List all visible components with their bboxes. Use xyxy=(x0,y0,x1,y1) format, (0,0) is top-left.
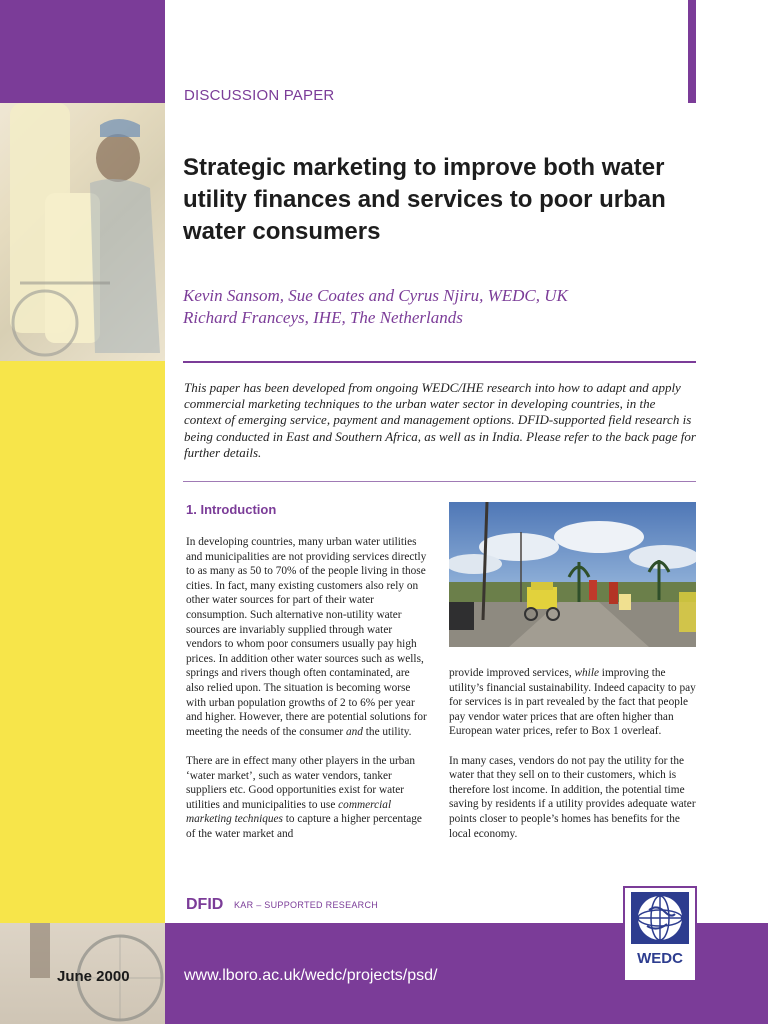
paragraph-text: improving the utility’s financial sustainability. Indeed capacity to pay for services is in part revealed by the fact that people pay vendor water prices that are often higher than European water prices, refer to Box 1 overleaf. xyxy=(449,667,696,738)
left-yellow-block xyxy=(0,361,165,923)
paragraph-text: There are in effect many other players in the urban ‘water market’, such as water vendors, tanker suppliers etc. Good opportunities exist for water utilities and municipalities to use xyxy=(186,754,416,811)
paragraph-text: to capture a higher percentage of the water market and xyxy=(186,813,422,840)
authors xyxy=(183,285,703,329)
paragraph xyxy=(449,666,697,739)
emphasis: and xyxy=(346,725,363,738)
section-heading-introduction: 1. Introduction xyxy=(186,502,277,517)
divider-top xyxy=(183,361,696,363)
abstract: This paper has been developed from ongoing WEDC/IHE research into how to adapt and apply commercial marketing techniques to the urban water sector in developing countries, in the context of emerging service, payment and management options. DFID-supported field research is being conducted in East and Southern Africa, as well as in India. Please refer to the back page for further details. xyxy=(184,380,696,460)
divider-bottom xyxy=(183,481,696,482)
paragraph-text: In developing countries, many urban water utilities and municipalities are not providing services directly to as many as 50 to 70% of the people living in those cities. In fact, many existing customers also rely on other water sources for part of their water consumption. Such alternative non-utility water sources are invariably supplied through water vendors to whom poor consumers usually pay high prices. In addition other water sources such as wells, springs and rivers though often contaminated, are also relied upon. The situation is becoming worse with urban population growths of 2 to 6% per year and higher. However, there are potential solutions for meeting the needs of the consumer xyxy=(186,536,427,738)
street-photo-water-vendors xyxy=(449,502,696,647)
kar-supported-research: KAR – SUPPORTED RESEARCH xyxy=(234,900,379,910)
left-purple-block xyxy=(0,0,165,103)
paragraph-text: provide improved services, xyxy=(449,667,575,679)
paragraph xyxy=(186,754,429,842)
paragraph xyxy=(186,535,429,739)
cover-photo-water-carrier xyxy=(0,103,165,361)
top-right-accent-bar xyxy=(688,0,696,103)
wedc-logo-text: WEDC xyxy=(637,950,683,967)
document-type-label: DISCUSSION PAPER xyxy=(184,87,335,104)
publication-date: June 2000 xyxy=(57,968,130,985)
text-column-1 xyxy=(186,535,429,856)
emphasis: while xyxy=(574,667,599,679)
paragraph: In many cases, vendors do not pay the utility for the water that they sell on to their customers, which is therefore lost income. In addition, the potential time saving by residents if a utility provides adequate water points closer to people’s homes has benefits for the local economy. xyxy=(449,754,696,840)
emphasis: commercial marketing techniques xyxy=(186,798,392,826)
authors-line-2: Richard Franceys, IHE, The Netherlands xyxy=(183,308,463,327)
globe-icon xyxy=(625,888,695,948)
text-column-2 xyxy=(449,666,697,856)
dfid-logo-text: DFID xyxy=(186,896,224,913)
paper-title: Strategic marketing to improve both water utility finances and services to poor urban water consumers xyxy=(183,154,666,245)
project-url-link[interactable]: www.lboro.ac.uk/wedc/projects/psd/ xyxy=(184,967,438,984)
paragraph-text: the utility. xyxy=(362,725,412,738)
authors-line-1: Kevin Sansom, Sue Coates and Cyrus Njiru, WEDC, UK xyxy=(183,286,568,305)
wedc-logo xyxy=(623,886,697,982)
